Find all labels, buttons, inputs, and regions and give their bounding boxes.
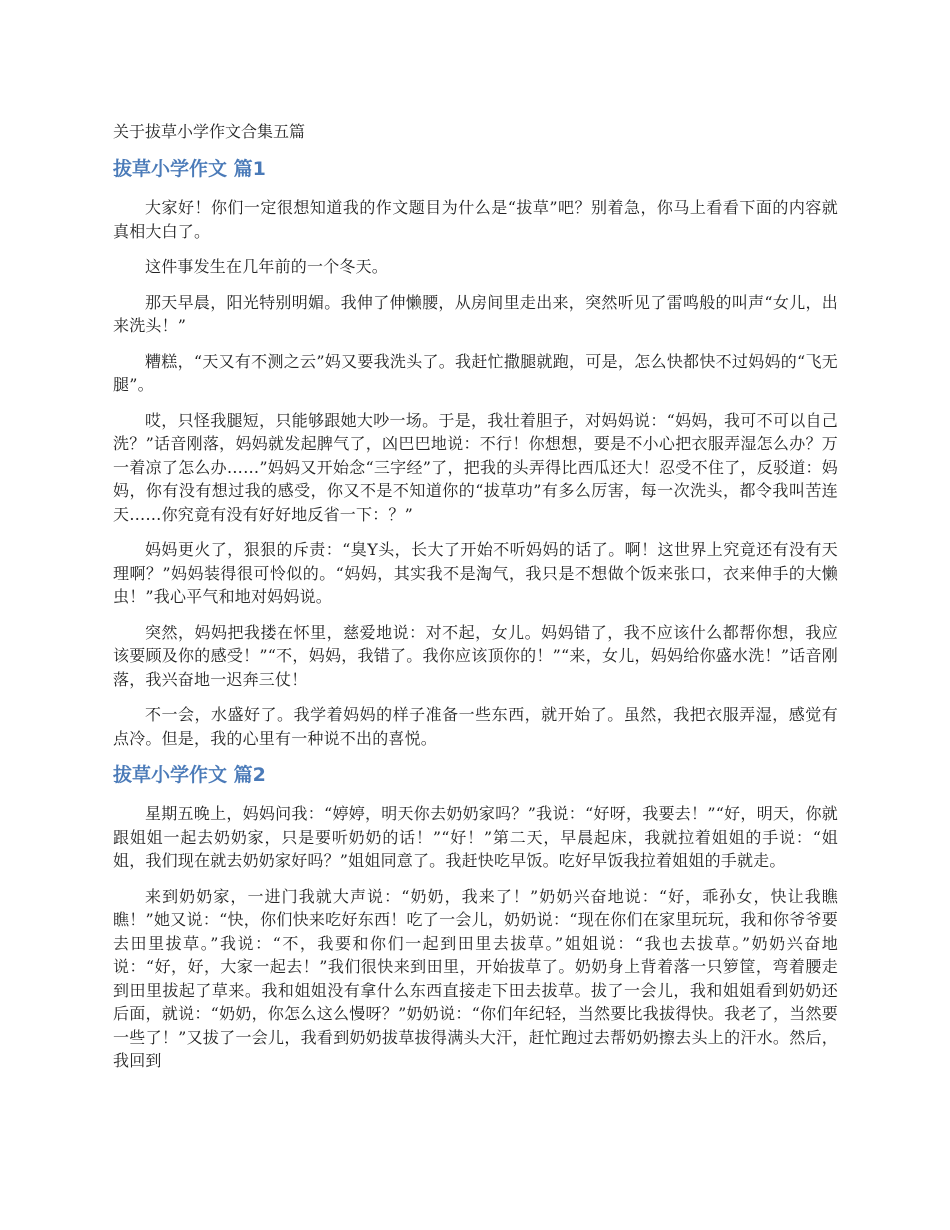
paragraph: 糟糕，“天又有不测之云”妈又要我洗头了。我赶忙撒腿就跑，可是，怎么快都快不过妈妈的“飞无腿”。: [113, 351, 838, 394]
paragraph: 那天早晨，阳光特别明媚。我伸了伸懒腰，从房间里走出来，突然听见了雷鸣般的叫声“女儿，出来洗头！”: [113, 292, 838, 335]
paragraph: 妈妈更火了，狠狠的斥责：“臭Y头，长大了开始不听妈妈的话了。啊！这世界上究竟还有没有天理啊？”妈妈装得很可怜似的。“妈妈，其实我不是淘气，我只是不想做个饭来张口，衣来伸手的大懒虫！”我心平气和地对妈妈说。: [113, 540, 838, 606]
document-page: [113, 120, 838, 1085]
paragraph: 这件事发生在几年前的一个冬天。: [145, 257, 389, 276]
essay-section-2: [113, 762, 838, 1073]
document-title: 关于拔草小学作文合集五篇: [113, 122, 306, 141]
paragraph: 哎，只怪我腿短，只能够跟她大吵一场。于是，我壮着胆子，对妈妈说：“妈妈，我可不可以自己洗？”话音刚落，妈妈就发起脾气了，凶巴巴地说：不行！你想想，要是不小心把衣服弄湿怎么办？万一着凉了怎么办……”妈妈又开始念“三字经”了，把我的头弄得比西瓜还大！忍受不住了，反驳道：妈妈，你有没有想过我的感受，你又不是不知道你的“拔草功”有多么厉害，每一次洗头，都令我叫苦连天……你究竟有没有好好地反省一下：？”: [113, 410, 838, 524]
paragraph: 大家好！你们一定很想知道我的作文题目为什么是“拔草”吧？别着急，你马上看看下面的内容就真相大白了。: [113, 198, 838, 241]
section-heading: 拔草小学作文 篇1: [113, 158, 266, 180]
section-heading: 拔草小学作文 篇2: [113, 764, 266, 786]
paragraph: 不一会，水盛好了。我学着妈妈的样子准备一些东西，就开始了。虽然，我把衣服弄湿，感觉有点冷。但是，我的心里有一种说不出的喜悦。: [113, 705, 838, 748]
paragraph: 来到奶奶家，一进门我就大声说：“奶奶，我来了！”奶奶兴奋地说：“好，乖孙女，快让我瞧瞧！”她又说：“快，你们快来吃好东西！吃了一会儿，奶奶说：“现在你们在家里玩玩，我和你爷爷要去田里拔草。”我说：“不，我要和你们一起到田里去拔草。”姐姐说：“我也去拔草。”奶奶兴奋地说：“好，好，大家一起去！”我们很快来到田里，开始拔草了。奶奶身上背着落一只箩筐，弯着腰走到田里拔起了草来。我和姐姐没有拿什么东西直接走下田去拔草。拔了一会儿，我和姐姐看到奶奶还后面，就说：“奶奶，你怎么这么慢呀？”奶奶说：“你们年纪轻，当然要比我拔得快。我老了，当然要一些了！”又拔了一会儿，我看到奶奶拔草拔得满头大汗，赶忙跑过去帮奶奶擦去头上的汗水。然后，我回到: [113, 886, 838, 1070]
paragraph: 突然，妈妈把我搂在怀里，慈爱地说：对不起，女儿。妈妈错了，我不应该什么都帮你想，我应该要顾及你的感受！”“不，妈妈，我错了。我你应该顶你的！”“来，女儿，妈妈给你盛水洗！”话音刚落，我兴奋地一迟奔三仗！: [113, 622, 838, 689]
essay-section-1: [113, 156, 838, 750]
paragraph: 星期五晚上，妈妈问我：“婷婷，明天你去奶奶家吗？”我说：“好呀，我要去！”“好，明天，你就跟姐姐一起去奶奶家，只是要听奶奶的话！”“好！”第二天，早晨起床，我就拉着姐姐的手说：“姐姐，我们现在就去奶奶家好吗？”姐姐同意了。我赶快吃早饭。吃好早饭我拉着姐姐的手就走。: [113, 804, 838, 870]
